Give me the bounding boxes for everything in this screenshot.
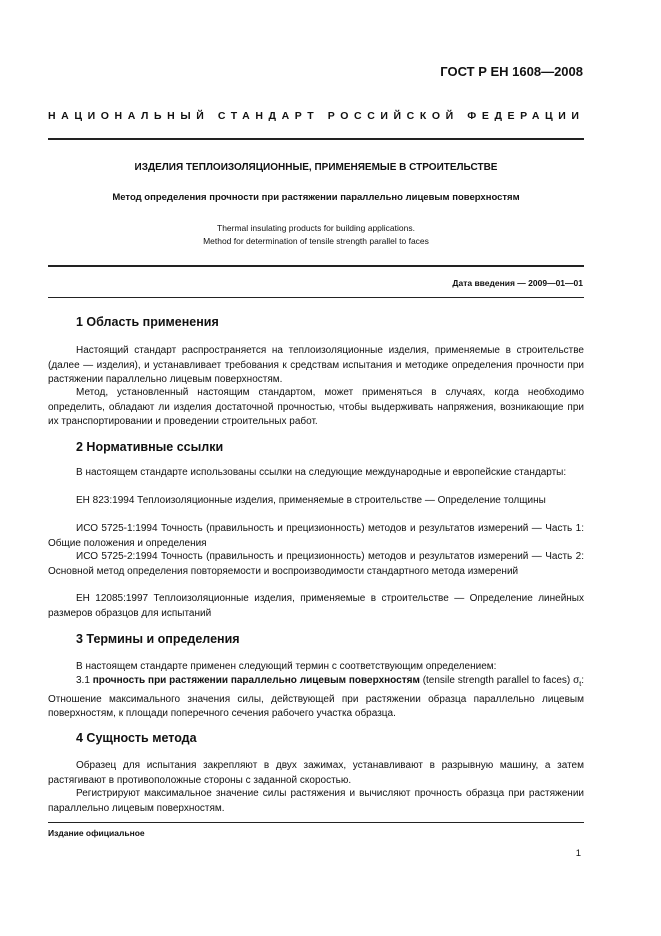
term-name: прочность при растяжении параллельно лицевым поверхностям	[92, 675, 420, 686]
document-subtitle: Метод определения прочности при растяжении параллельно лицевым поверхностям	[112, 192, 520, 203]
section-2-reference-iso-5725-1: ИСО 5725-1:1994 Точность (правильность и прецизионность) методов и результатов измерений — Часть 1: Общие положения и определения	[48, 523, 584, 549]
term-english: (tensile strength parallel to faces) σ	[422, 675, 580, 686]
section-2-paragraph-1: В настоящем стандарте использованы ссылки на следующие международные и европейские стандарты:	[76, 467, 567, 478]
section-3-term-definition	[48, 674, 584, 722]
term-definition-text: : Отношение максимального значения силы, действующей при растяжении образца параллельно лицевым поверхностям, к площади поперечного сечения рабочего участка образца.	[48, 675, 584, 719]
section-2-reference-iso-5725-2: ИСО 5725-2:1994 Точность (правильность и прецизионность) методов и результатов измерений — Часть 2: Основной метод определения повторяемости и воспроизводимости стандартного метода измерений	[48, 551, 584, 577]
section-3-heading: 3 Термины и определения	[76, 632, 240, 646]
section-4-paragraph-2: Регистрируют максимальное значение силы растяжения и вычисляют прочность образца при растяжении параллельно лицевым поверхностям.	[48, 788, 584, 814]
title-divider	[48, 265, 584, 267]
section-4-heading: 4 Сущность метода	[76, 731, 197, 745]
term-subscript: t	[579, 681, 582, 688]
english-title	[48, 222, 584, 248]
section-4-paragraph-1: Образец для испытания закрепляют в двух зажимах, устанавливают в разрывную машину, а затем растягивают в противоположные стороны с заданной скоростью.	[48, 760, 584, 786]
section-2-reference-en-823: ЕН 823:1994 Теплоизоляционные изделия, применяемые в строительстве — Определение толщины	[76, 495, 546, 506]
document-title: ИЗДЕЛИЯ ТЕПЛОИЗОЛЯЦИОННЫЕ, ПРИМЕНЯЕМЫЕ В СТРОИТЕЛЬСТВЕ	[134, 162, 498, 173]
section-3-paragraph-1: В настоящем стандарте применен следующий термин с соответствующим определением:	[76, 661, 497, 672]
section-2-reference-en-12085: ЕН 12085:1997 Теплоизоляционные изделия, применяемые в строительстве — Определение линейных размеров образцов для испытаний	[48, 593, 584, 619]
section-1-paragraph-2: Метод, установленный настоящим стандартом, может применяться в случаях, когда необходимо определить, обладают ли изделия достаточной прочностью, чтобы выдерживать напряжения, возникающие при их транспортировании и проведении строительных работ.	[48, 387, 584, 427]
official-edition-label: Издание официальное	[48, 828, 145, 838]
top-divider	[48, 138, 584, 140]
english-title-line-2: Method for determination of tensile strength parallel to faces	[203, 236, 429, 246]
date-divider	[48, 297, 584, 298]
section-2-heading: 2 Нормативные ссылки	[76, 440, 224, 454]
section-1-paragraph-1: Настоящий стандарт распространяется на теплоизоляционные изделия, применяемые в строительстве (далее — изделия), и устанавливает требования к средствам испытания и методике определения прочности при растяжении параллельно лицевым поверхностям.	[48, 345, 584, 385]
term-number: 3.1	[76, 675, 90, 686]
national-standard-banner: НАЦИОНАЛЬНЫЙ СТАНДАРТ РОССИЙСКОЙ ФЕДЕРАЦИИ	[48, 110, 585, 122]
introduction-date: Дата введения — 2009—01—01	[452, 278, 583, 288]
section-1-heading: 1 Область применения	[76, 315, 219, 329]
page-number: 1	[575, 848, 581, 859]
document-code: ГОСТ Р ЕН 1608—2008	[440, 64, 583, 79]
footer-divider	[48, 822, 584, 823]
english-title-line-1: Thermal insulating products for building applications.	[217, 223, 415, 233]
